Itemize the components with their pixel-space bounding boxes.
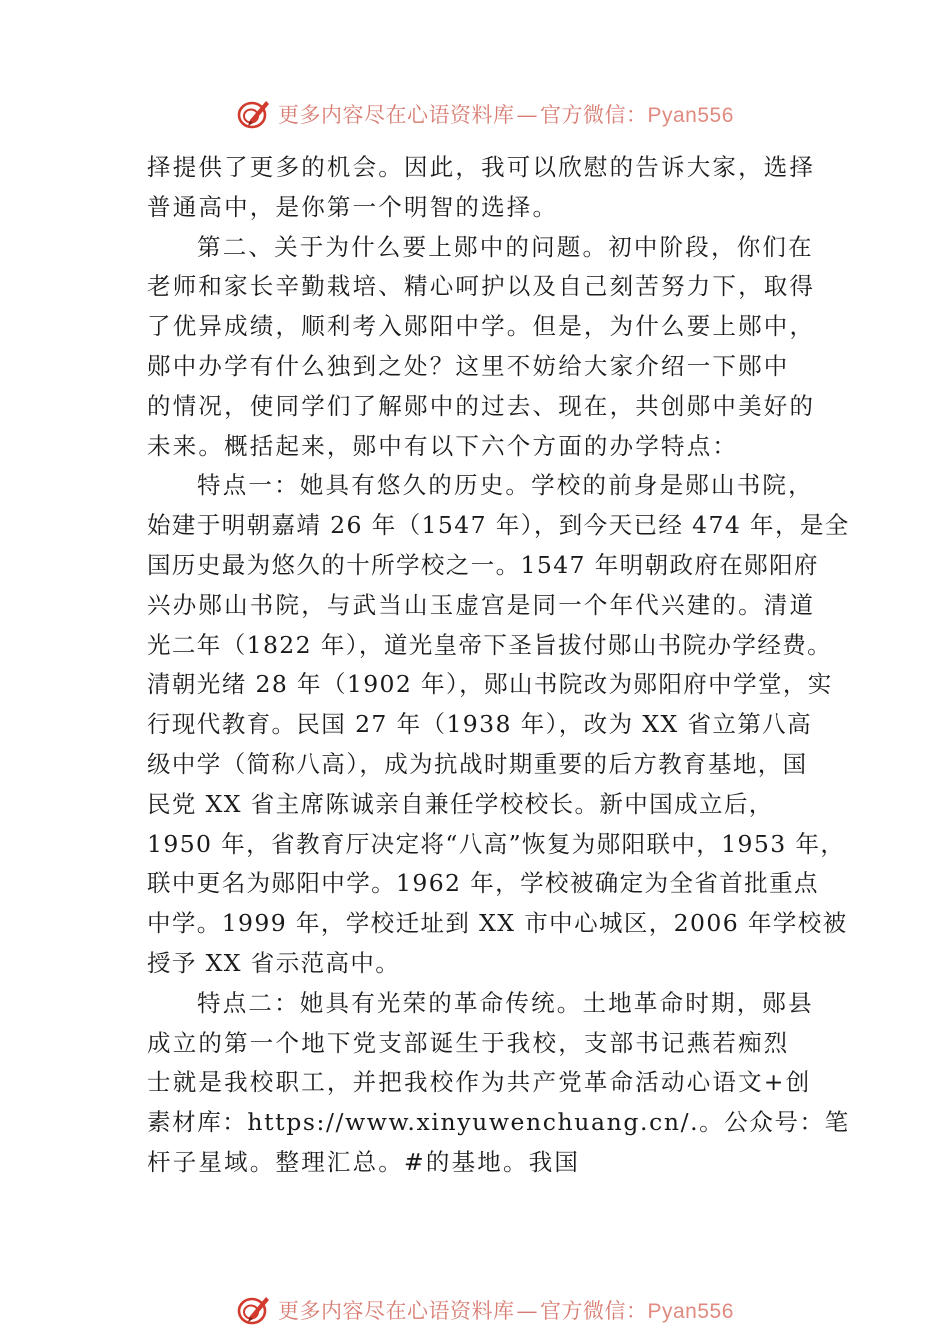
pen-logo-icon (236, 1292, 272, 1328)
text-line: 未来。概括起来，郧中有以下六个方面的办学特点： (147, 431, 739, 460)
header-wechat-id: Pyan556 (647, 104, 734, 127)
footer-wechat-label: 官方微信： (540, 1299, 648, 1323)
header-banner (236, 94, 734, 134)
text-line: 老师和家长辛勤栽培、精心呵护以及自己刻苦努力下，取得 (147, 272, 816, 301)
text-line: 士就是我校职工，并把我校作为共产党革命活动心语文+创 (147, 1068, 812, 1097)
text-line: 特点二：她具有光荣的革命传统。土地革命时期，郧县 (197, 988, 814, 1017)
footer-banner-text (278, 1295, 734, 1325)
pen-logo-icon (236, 96, 272, 132)
text-line: 择提供了更多的机会。因此，我可以欣慰的告诉大家，选择 (147, 153, 816, 181)
text-line: 中学。1999 年，学校迁址到 XX 市中心城区，2006 年学校被 (147, 909, 848, 938)
text-line: 行现代教育。民国 27 年（1938 年），改为 XX 省立第八高 (147, 710, 812, 739)
text-line: 特点一：她具有悠久的历史。学校的前身是郧山书院， (197, 471, 814, 500)
text-line: 级中学（简称八高），成为抗战时期重要的后方教育基地，国 (147, 749, 808, 778)
footer-wechat-id: Pyan556 (647, 1300, 734, 1323)
text-line: 杆子星域。整理汇总。#的基地。我国 (147, 1147, 581, 1176)
text-line: 联中更名为郧阳中学。1962 年，学校被确定为全省首批重点 (147, 869, 819, 898)
text-line: 了优异成绩，顺利考入郧阳中学。但是，为什么要上郧中， (147, 312, 816, 341)
text-line: 民党 XX 省主席陈诚亲自兼任学校校长。新中国成立后， (147, 789, 774, 818)
header-banner-title: 更多内容尽在心语资料库 (278, 103, 515, 127)
text-line: 第二、关于为什么要上郧中的问题。初中阶段，你们在 (197, 232, 814, 261)
header-banner-text (278, 99, 734, 129)
text-line: 普通高中，是你第一个明智的选择。 (147, 192, 559, 221)
footer-banner (236, 1290, 734, 1330)
text-line: 清朝光绪 28 年（1902 年），郧山书院改为郧阳府中学堂，实 (147, 670, 833, 699)
header-wechat-label: 官方微信： (540, 103, 648, 127)
document-body (147, 148, 850, 1183)
text-line: 光二年（1822 年），道光皇帝下圣旨拔付郧山书院办学经费。 (147, 630, 833, 659)
text-line: 的情况，使同学们了解郧中的过去、现在，共创郧中美好的 (147, 391, 816, 420)
text-line: 兴办郧山书院，与武当山玉虚宫是同一个年代兴建的。清道 (147, 590, 816, 619)
text-line: 始建于明朝嘉靖 26 年（1547 年），到今天已经 474 年，是全 (147, 511, 850, 540)
text-line: 国历史最为悠久的十所学校之一。1547 年明朝政府在郧阳府 (147, 550, 819, 579)
header-banner-dash: — (516, 103, 538, 127)
text-line: 郧中办学有什么独到之处？这里不妨给大家介绍一下郧中 (147, 351, 790, 380)
text-line: 授予 XX 省示范高中。 (147, 948, 401, 977)
text-line: 素材库：https://www.xinyuwenchuang.cn/.。公众号：笔 (147, 1108, 850, 1137)
text-line: 1950 年，省教育厅决定将“八高”恢复为郧阳联中，1953 年， (147, 829, 846, 858)
footer-banner-title: 更多内容尽在心语资料库 (278, 1299, 515, 1323)
footer-banner-dash: — (516, 1299, 538, 1323)
text-line: 成立的第一个地下党支部诞生于我校，支部书记燕若痴烈 (147, 1028, 790, 1057)
